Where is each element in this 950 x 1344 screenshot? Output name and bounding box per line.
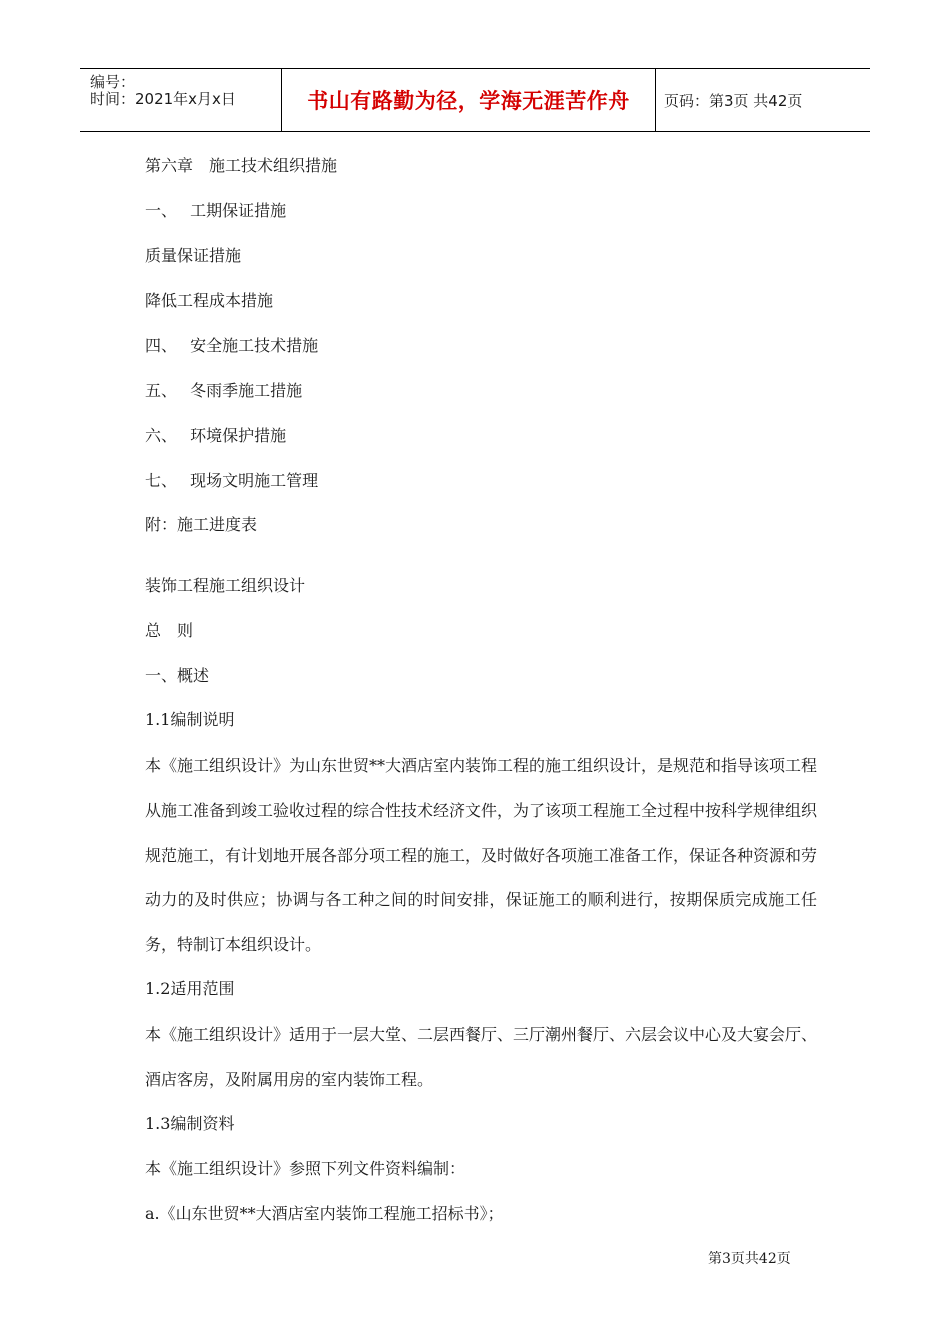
section-general: 总 则	[145, 621, 194, 640]
toc-item: 一、 工期保证措施	[145, 201, 287, 220]
document-time-label: 时间：2021年x月x日	[90, 90, 236, 108]
section-overview: 一、概述	[145, 666, 210, 685]
toc-item: 四、 安全施工技术措施	[145, 336, 319, 355]
paragraph: 本《施工组织设计》适用于一层大堂、二层西餐厅、三厅潮州餐厅、六层会议中心及大宴会厅、酒店客房，及附属用房的室内装饰工程。	[145, 1025, 818, 1089]
toc-item: 降低工程成本措施	[145, 291, 274, 310]
toc-item: 六、 环境保护措施	[145, 426, 287, 445]
toc-item: 附：施工进度表	[145, 515, 258, 534]
paragraph: 本《施工组织设计》参照下列文件资料编制：	[145, 1159, 466, 1178]
header-motto-cell	[282, 69, 656, 131]
subsection-title: 1.3编制资料	[145, 1114, 235, 1133]
toc-item: 五、 冬雨季施工措施	[145, 381, 303, 400]
toc-item: 七、 现场文明施工管理	[145, 471, 319, 490]
subsection-title: 1.2适用范围	[145, 979, 235, 998]
page-footer-number: 第3页共42页	[708, 1251, 791, 1267]
toc-item: 质量保证措施	[145, 246, 242, 265]
paragraph: 本《施工组织设计》为山东世贸**大酒店室内装饰工程的施工组织设计，是规范和指导该项工程从施工准备到竣工验收过程的综合性技术经济文件，为了该项工程施工全过程中按科学规律组织规范施工，有计划地开展各部分项工程的施工，及时做好各项施工准备工作，保证各种资源和劳动力的及时供应；协调与各工种之间的时间安排，保证施工的顺利进行，按期保质完成施工任务，特制订本组织设计。	[145, 756, 818, 955]
chapter-title: 第六章 施工技术组织措施	[145, 156, 338, 175]
list-item: a.《山东世贸**大酒店室内装饰工程施工招标书》；	[145, 1204, 504, 1223]
subsection-title: 1.1编制说明	[145, 710, 235, 729]
page-header	[80, 68, 870, 132]
document-number-label: 编号：	[90, 73, 136, 91]
header-page-number: 页码：第3页 共42页	[664, 91, 803, 110]
header-page-cell	[656, 69, 870, 131]
document-title: 装饰工程施工组织设计	[145, 576, 306, 595]
header-motto: 书山有路勤为径，学海无涯苦作舟	[307, 89, 630, 113]
header-meta-cell	[80, 69, 282, 131]
